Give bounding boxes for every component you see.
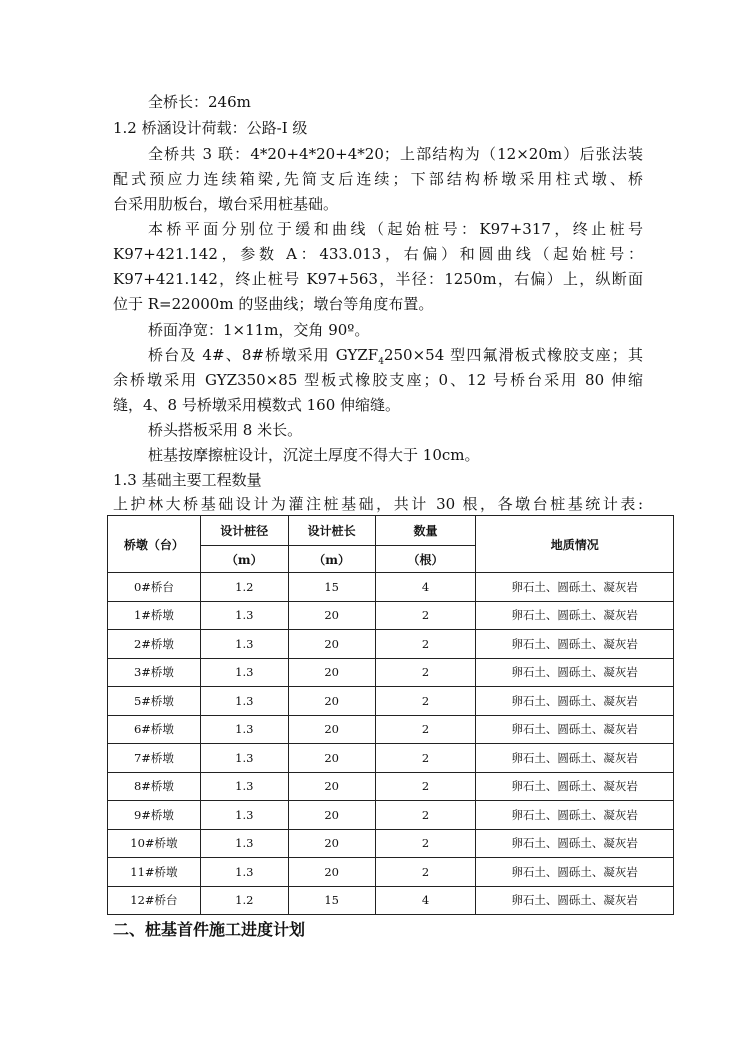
header-length: 设计桩长 <box>288 516 375 546</box>
cell-diameter: 1.3 <box>200 772 288 801</box>
para-4-line: 余桥墩采用 GYZ350×85 型板式橡胶支座；0、12 号桥台采用 80 伸缩 <box>113 371 643 389</box>
cell-length: 20 <box>288 801 375 830</box>
cell-diameter: 1.3 <box>200 601 288 630</box>
cell-length: 15 <box>288 886 375 915</box>
header-diameter: 设计桩径 <box>200 516 288 546</box>
cell-quantity: 2 <box>375 687 476 716</box>
cell-length: 20 <box>288 772 375 801</box>
cell-geology: 卵石土、圆砾土、凝灰岩 <box>476 715 674 744</box>
cell-geology: 卵石土、圆砾土、凝灰岩 <box>476 858 674 887</box>
cell-geology: 卵石土、圆砾土、凝灰岩 <box>476 601 674 630</box>
cell-quantity: 2 <box>375 801 476 830</box>
cell-quantity: 2 <box>375 715 476 744</box>
cell-pier: 6#桥墩 <box>108 715 201 744</box>
cell-pier: 2#桥墩 <box>108 630 201 659</box>
cell-geology: 卵石土、圆砾土、凝灰岩 <box>476 772 674 801</box>
para-1-line: 台采用肋板台，墩台采用桩基础。 <box>113 195 339 213</box>
cell-pier: 7#桥墩 <box>108 744 201 773</box>
table-row <box>108 744 674 773</box>
table-row <box>108 658 674 687</box>
cell-pier: 10#桥墩 <box>108 829 201 858</box>
table-row <box>108 601 674 630</box>
table-row <box>108 772 674 801</box>
para-2-line: 位于 R=22000m 的竖曲线；墩台等角度布置。 <box>113 295 434 313</box>
table-row <box>108 801 674 830</box>
table-row <box>108 829 674 858</box>
cell-diameter: 1.3 <box>200 658 288 687</box>
para-5: 桥头搭板采用 8 米长。 <box>148 421 303 439</box>
cell-diameter: 1.3 <box>200 829 288 858</box>
cell-length: 15 <box>288 573 375 602</box>
header-quantity-unit: （根） <box>375 546 476 573</box>
bridge-length: 全桥长：246m <box>148 93 251 111</box>
cell-diameter: 1.3 <box>200 801 288 830</box>
cell-quantity: 2 <box>375 829 476 858</box>
cell-quantity: 4 <box>375 886 476 915</box>
cell-quantity: 2 <box>375 601 476 630</box>
cell-geology: 卵石土、圆砾土、凝灰岩 <box>476 744 674 773</box>
cell-quantity: 2 <box>375 744 476 773</box>
cell-length: 20 <box>288 715 375 744</box>
cell-length: 20 <box>288 744 375 773</box>
table-row <box>108 858 674 887</box>
cell-length: 20 <box>288 601 375 630</box>
cell-quantity: 2 <box>375 658 476 687</box>
subscript: 4 <box>378 357 384 367</box>
table-row <box>108 630 674 659</box>
cell-geology: 卵石土、圆砾土、凝灰岩 <box>476 886 674 915</box>
header-length-unit: （m） <box>288 546 375 573</box>
table-row <box>108 715 674 744</box>
cell-quantity: 2 <box>375 858 476 887</box>
cell-pier: 0#桥台 <box>108 573 201 602</box>
cell-length: 20 <box>288 630 375 659</box>
cell-quantity: 2 <box>375 772 476 801</box>
cell-quantity: 4 <box>375 573 476 602</box>
cell-geology: 卵石土、圆砾土、凝灰岩 <box>476 658 674 687</box>
cell-diameter: 1.3 <box>200 744 288 773</box>
cell-geology: 卵石土、圆砾土、凝灰岩 <box>476 801 674 830</box>
header-pier: 桥墩（台） <box>108 516 201 573</box>
header-diameter-unit: （m） <box>200 546 288 573</box>
header-quantity: 数量 <box>375 516 476 546</box>
cell-pier: 11#桥墩 <box>108 858 201 887</box>
para-2-line: 本桥平面分别位于缓和曲线（起始桩号：K97+317，终止桩号 <box>148 220 643 238</box>
cell-quantity: 2 <box>375 630 476 659</box>
header-geology: 地质情况 <box>476 516 674 573</box>
cell-length: 20 <box>288 687 375 716</box>
cell-pier: 1#桥墩 <box>108 601 201 630</box>
cell-geology: 卵石土、圆砾土、凝灰岩 <box>476 829 674 858</box>
cell-diameter: 1.3 <box>200 630 288 659</box>
para-6: 桩基按摩擦桩设计，沉淀土厚度不得大于 10cm。 <box>148 446 480 464</box>
para-4-line: 缝，4、8 号桥墩采用模数式 160 伸缩缝。 <box>113 396 401 414</box>
para-1-line: 全桥共 3 联：4*20+4*20+4*20；上部结构为（12×20m）后张法装 <box>148 145 643 163</box>
heading-1-2: 1.2 桥涵设计荷载：公路-I 级 <box>113 119 308 137</box>
para-7: 上护林大桥基础设计为灌注桩基础，共计 30 根，各墩台桩基统计表: <box>113 495 643 513</box>
para-2-line: K97+421.142，参数 A：433.013，右偏）和圆曲线（起始桩号： <box>113 245 643 263</box>
para-1-line: 配式预应力连续箱梁,先简支后连续；下部结构桥墩采用柱式墩、桥 <box>113 170 643 188</box>
heading-1-3: 1.3 基础主要工程数量 <box>113 471 262 489</box>
text: 250×54 型四氟滑板式橡胶支座；其 <box>383 346 644 364</box>
cell-diameter: 1.3 <box>200 715 288 744</box>
cell-geology: 卵石土、圆砾土、凝灰岩 <box>476 630 674 659</box>
cell-pier: 8#桥墩 <box>108 772 201 801</box>
cell-diameter: 1.3 <box>200 858 288 887</box>
cell-length: 20 <box>288 829 375 858</box>
cell-pier: 9#桥墩 <box>108 801 201 830</box>
cell-pier: 12#桥台 <box>108 886 201 915</box>
table-row <box>108 886 674 915</box>
cell-diameter: 1.2 <box>200 573 288 602</box>
table-row <box>108 687 674 716</box>
para-2-line: K97+421.142，终止桩号 K97+563，半径：1250m，右偏）上，纵断面 <box>113 270 643 288</box>
text: 桥台及 4#、8#桥墩采用 GYZF <box>148 346 379 364</box>
cell-geology: 卵石土、圆砾土、凝灰岩 <box>476 573 674 602</box>
cell-diameter: 1.2 <box>200 886 288 915</box>
cell-length: 20 <box>288 858 375 887</box>
pile-statistics-table <box>107 515 674 915</box>
cell-pier: 5#桥墩 <box>108 687 201 716</box>
section-2-heading: 二、桩基首件施工进度计划 <box>113 920 306 939</box>
para-4-line <box>148 345 643 372</box>
table-row <box>108 573 674 602</box>
para-3: 桥面净宽：1×11m，交角 90º。 <box>148 321 370 339</box>
cell-pier: 3#桥墩 <box>108 658 201 687</box>
cell-geology: 卵石土、圆砾土、凝灰岩 <box>476 687 674 716</box>
cell-diameter: 1.3 <box>200 687 288 716</box>
cell-length: 20 <box>288 658 375 687</box>
